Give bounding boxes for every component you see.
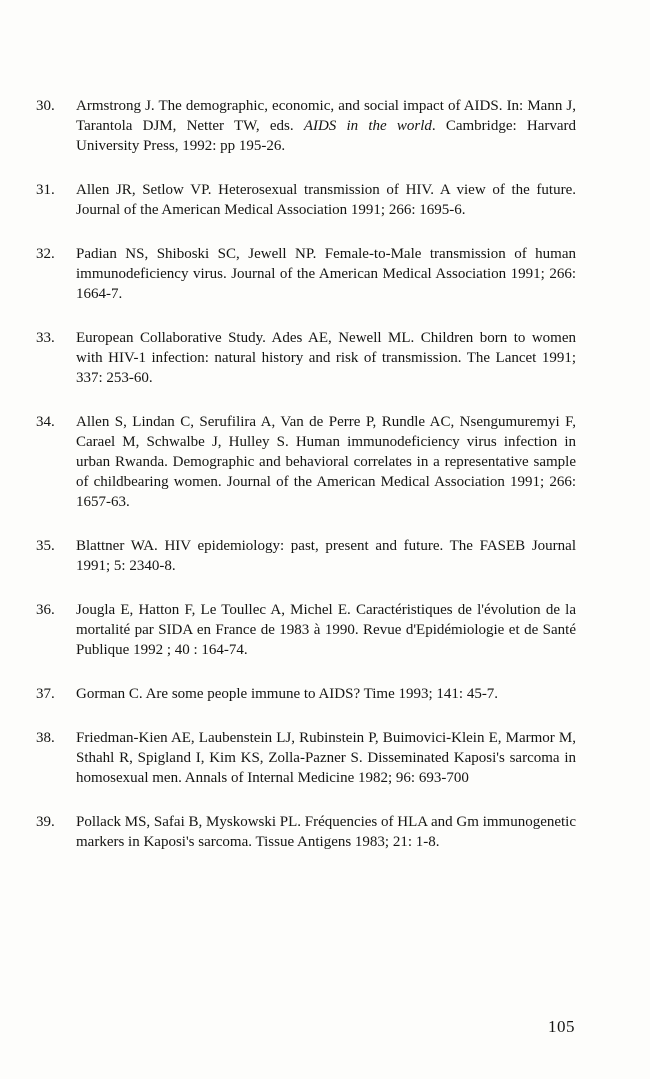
reference-number: 30. xyxy=(36,98,55,114)
reference-text: Armstrong J. The demographic, economic, and social impact of AIDS. In: Mann J, Tarantola DJM, Netter TW, eds. AIDS in the world. Cambridge: Harvard University Press, 1992: pp 195-26. xyxy=(76,98,577,154)
page-number: 105 xyxy=(548,1017,575,1036)
reference-item xyxy=(36,96,576,156)
reference-text: Blattner WA. HIV epidemiology: past, present and future. The FASEB Journal 1991; 5: 2340-8. xyxy=(76,538,576,574)
reference-list xyxy=(36,96,576,876)
reference-text: Friedman-Kien AE, Laubenstein LJ, Rubinstein P, Buimovici-Klein E, Marmor M, Sthahl R, Spigland I, Kim KS, Zolla-Pazner S. Disseminated Kaposi's sarcoma in homosexual men. Annals of Internal Medicine 1982; 96: 693-700 xyxy=(76,730,576,786)
reference-text: Jougla E, Hatton F, Le Toullec A, Michel E. Caractéristiques de l'évolution de la mortalité par SIDA en France de 1983 à 1990. Revue d'Epidémiologie et de Santé Publique 1992 ; 40 : 164-74. xyxy=(76,602,576,658)
reference-text: Pollack MS, Safai B, Myskowski PL. Fréquencies of HLA and Gm immunogenetic markers in Kaposi's sarcoma. Tissue Antigens 1983; 21: 1-8. xyxy=(76,814,576,850)
reference-item xyxy=(36,812,576,852)
reference-number: 35. xyxy=(36,538,55,554)
reference-number: 32. xyxy=(36,246,55,262)
reference-item xyxy=(36,244,576,304)
reference-text: Gorman C. Are some people immune to AIDS? Time 1993; 141: 45-7. xyxy=(76,686,499,702)
reference-number: 36. xyxy=(36,602,55,618)
reference-number: 39. xyxy=(36,814,55,830)
reference-number: 34. xyxy=(36,414,55,430)
reference-item xyxy=(36,536,576,576)
reference-item xyxy=(36,600,576,660)
reference-text: European Collaborative Study. Ades AE, Newell ML. Children born to women with HIV-1 infection: natural history and risk of transmission. The Lancet 1991; 337: 253-60. xyxy=(76,330,576,386)
reference-number: 33. xyxy=(36,330,55,346)
reference-number: 31. xyxy=(36,182,55,198)
reference-item xyxy=(36,412,576,512)
reference-item xyxy=(36,684,576,704)
reference-text: Allen JR, Setlow VP. Heterosexual transmission of HIV. A view of the future. Journal of the American Medical Association 1991; 266: 1695-6. xyxy=(76,182,576,218)
reference-item xyxy=(36,328,576,388)
reference-number: 37. xyxy=(36,686,55,702)
reference-text: Allen S, Lindan C, Serufilira A, Van de Perre P, Rundle AC, Nsengumuremyi F, Carael M, Schwalbe J, Hulley S. Human immunodeficiency virus infection in urban Rwanda. Demographic and behavioral correlates in a representative sample of childbearing women. Journal of the American Medical Association 1991; 266: 1657-63. xyxy=(76,414,576,510)
reference-item xyxy=(36,728,576,788)
reference-number: 38. xyxy=(36,730,55,746)
reference-item xyxy=(36,180,576,220)
reference-text: Padian NS, Shiboski SC, Jewell NP. Female-to-Male transmission of human immunodeficiency virus. Journal of the American Medical Association 1991; 266: 1664-7. xyxy=(76,246,576,302)
